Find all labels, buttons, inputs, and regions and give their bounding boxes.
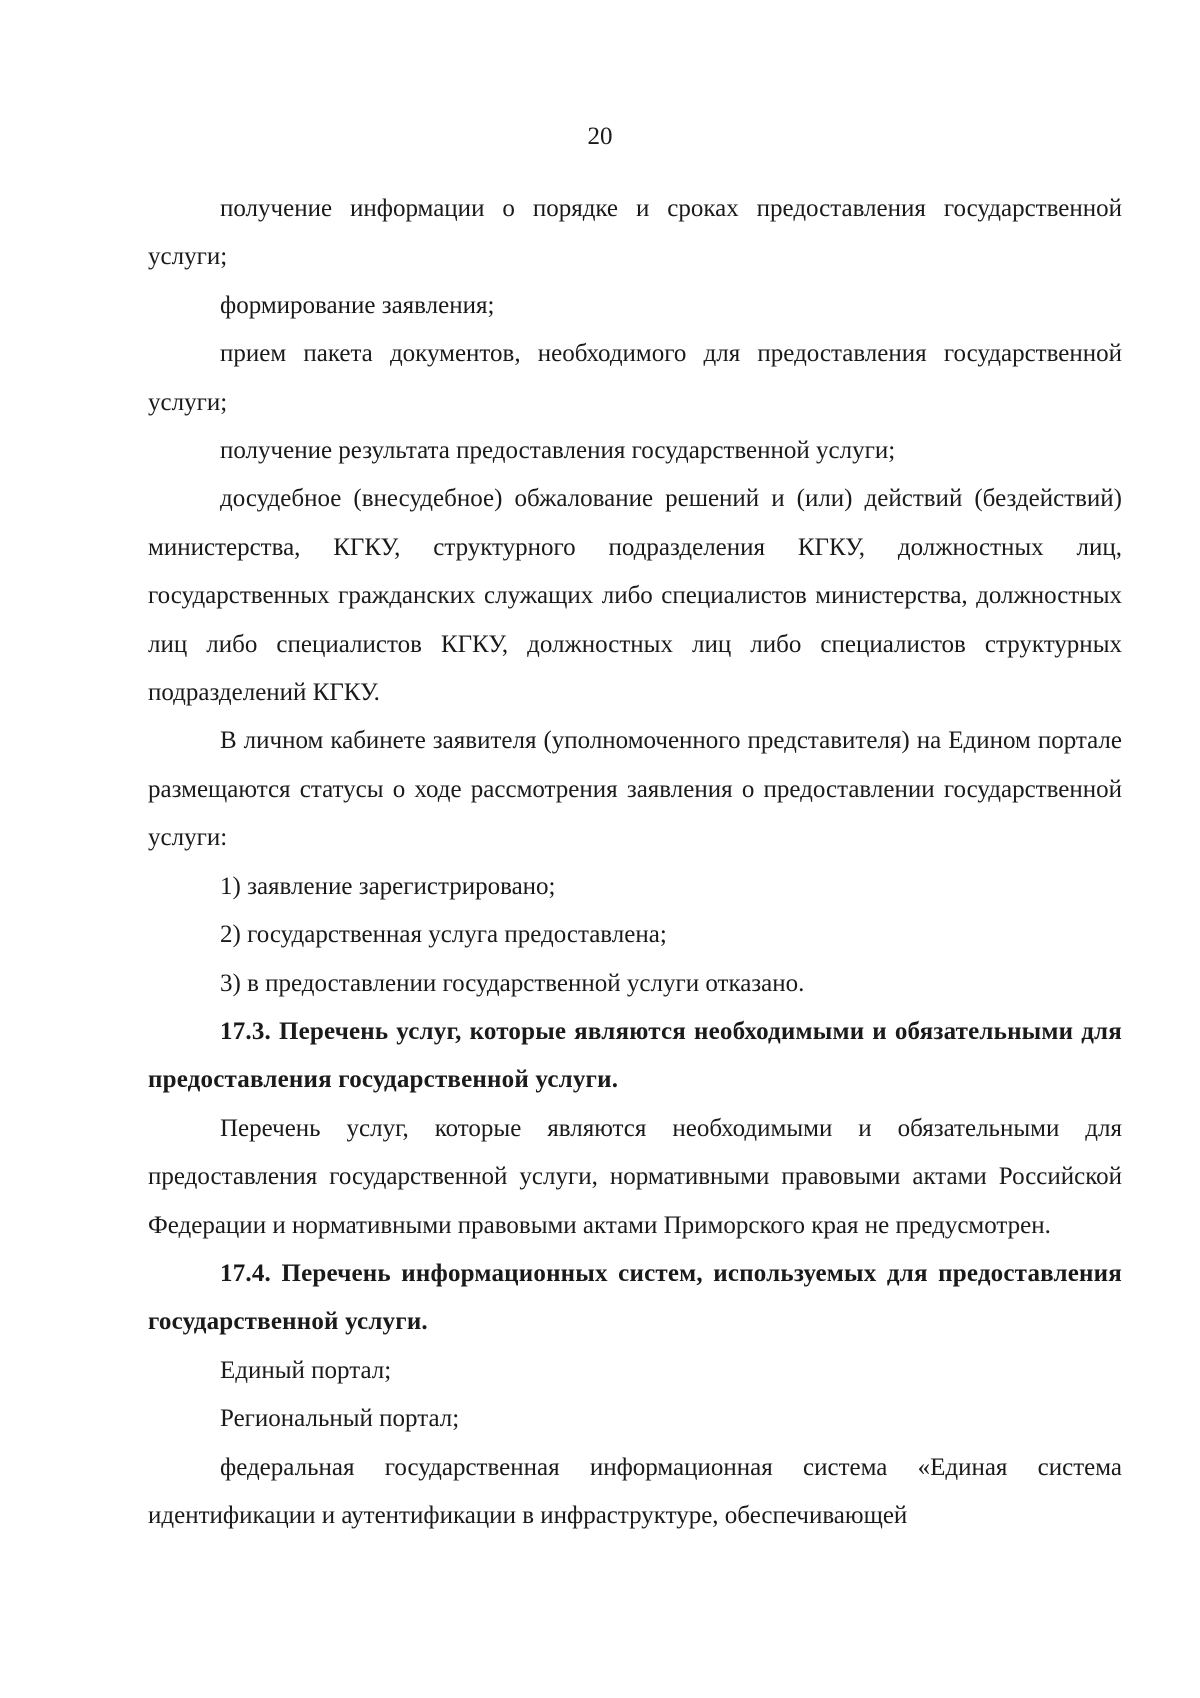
list-item-status-refused: 3) в предоставлении государственной услуги отказано. [220, 969, 805, 997]
paragraph-required-services: Перечень услуг, которые являются необходимыми и обязательными для предоставления государственной услуги, нормативными правовыми актами Российской Федерации и нормативными правовыми актами Приморского края не предусмотрен. [148, 1114, 1122, 1239]
paragraph-info-procedure: получение информации о порядке и сроках предоставления государственной услуги; [148, 195, 1122, 271]
paragraph-esia-system: федеральная государственная информационная система «Единая система идентификации и аутентификации в инфраструктуре, обеспечивающей [148, 1453, 1122, 1529]
paragraph-personal-account-statuses: В личном кабинете заявителя (уполномоченного представителя) на Едином портале размещаются статусы о ходе рассмотрения заявления о предоставлении государственной услуги: [148, 727, 1122, 852]
list-item-regional-portal: Региональный портал; [220, 1405, 460, 1433]
list-item-unified-portal: Единый портал; [220, 1356, 392, 1384]
paragraph-document-intake: прием пакета документов, необходимого для предоставления государственной услуги; [148, 340, 1122, 416]
page-number: 20 [587, 123, 613, 150]
section-heading-17-3: 17.3. Перечень услуг, которые являются необходимыми и обязательными для предоставления государственной услуги. [148, 1017, 1122, 1094]
list-item-status-registered: 1) заявление зарегистрировано; [220, 872, 556, 900]
paragraph-pretrial-appeal: досудебное (внесудебное) обжалование решений и (или) действий (бездействий) министерства, КГКУ, структурного подразделения КГКУ, должностных лиц, государственных гражданских служащих либо специалистов министерства, должностных лиц либо специалистов КГКУ, должностных лиц либо специалистов структурных подразделений КГКУ. [148, 485, 1122, 707]
section-heading-17-4: 17.4. Перечень информационных систем, используемых для предоставления государственной услуги. [148, 1259, 1122, 1336]
list-item-status-provided: 2) государственная услуга предоставлена; [220, 921, 667, 949]
document-body [148, 185, 1122, 1540]
paragraph-result-receipt: получение результата предоставления государственной услуги; [220, 437, 896, 465]
paragraph-application-forming: формирование заявления; [220, 291, 495, 319]
